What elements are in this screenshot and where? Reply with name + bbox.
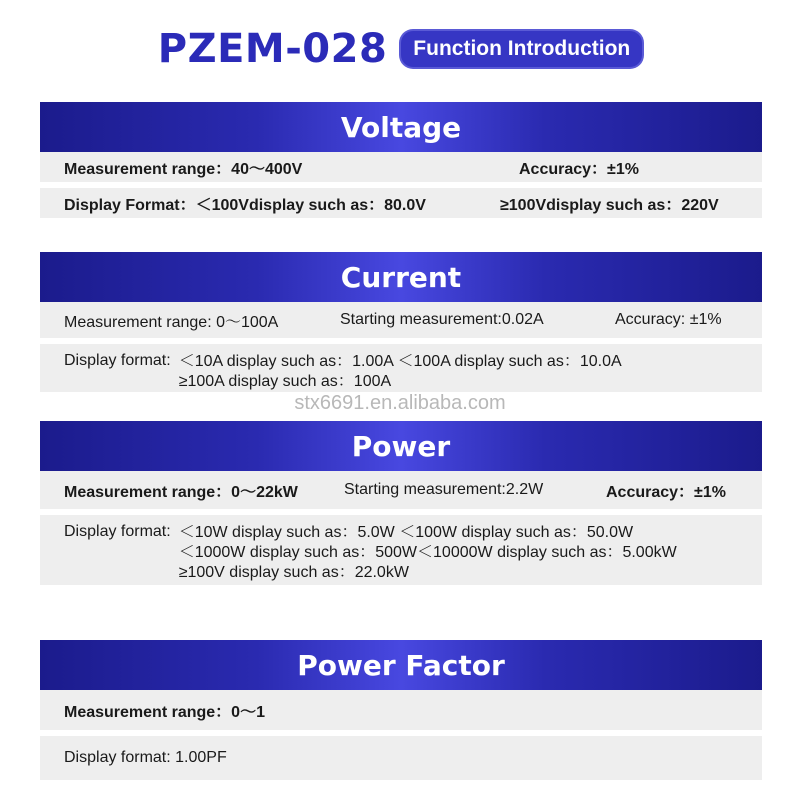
current-starting: Starting measurement:0.02A [340,311,544,328]
power-range: Measurement range：0～22kW [64,483,298,501]
power-display-values [179,523,677,583]
current-display-values [179,352,622,392]
current-display-line: ≥100A display such as：100A [178,373,392,390]
voltage-range: Measurement range：40～400V [64,160,303,178]
voltage-display-high: ≥100Vdisplay such as：220V [500,196,719,214]
power-factor-display: Display format: 1.00PF [64,749,227,766]
voltage-accuracy: Accuracy：±1% [519,160,639,178]
power-display-label: Display format: [64,523,171,540]
current-accuracy: Accuracy: ±1% [615,311,722,328]
power-accuracy: Accuracy：±1% [606,483,726,501]
voltage-display-low: Display Format：＜100Vdisplay such as：80.0V [64,196,426,214]
power-factor-banner: Power Factor [40,640,762,690]
page-title: PZEM-028 [157,26,388,72]
power-display-row [40,515,762,585]
current-display-line: ＜10A display such as：1.00A ＜100A display such as：10.0A [178,353,622,370]
power-display-line: ＜1000W display such as：500W＜10000W display such as：5.00kW [178,544,677,561]
voltage-section [40,102,762,218]
current-banner: Current [40,252,762,302]
current-range-row [40,302,762,338]
power-factor-range-row [40,690,762,730]
watermark-text: stx6691.en.alibaba.com [294,392,506,414]
current-section [40,252,762,392]
page-header [0,26,800,72]
current-display-row [40,344,762,392]
voltage-banner: Voltage [40,102,762,152]
function-introduction-badge: Function Introduction [401,31,642,67]
power-display-line: ＜10W display such as：5.0W ＜100W display such as：50.0W [178,524,634,541]
power-factor-display-row [40,736,762,780]
voltage-range-row [40,152,762,182]
voltage-display-row [40,188,762,218]
power-factor-section [40,640,762,780]
power-display-line: ≥100V display such as：22.0kW [178,564,409,581]
current-display-label: Display format: [64,352,171,369]
power-range-row [40,471,762,509]
power-banner: Power [40,421,762,471]
power-starting: Starting measurement:2.2W [344,481,544,498]
power-section [40,421,762,585]
current-range: Measurement range: 0～100A [64,313,279,331]
power-factor-range: Measurement range：0～1 [64,703,265,721]
